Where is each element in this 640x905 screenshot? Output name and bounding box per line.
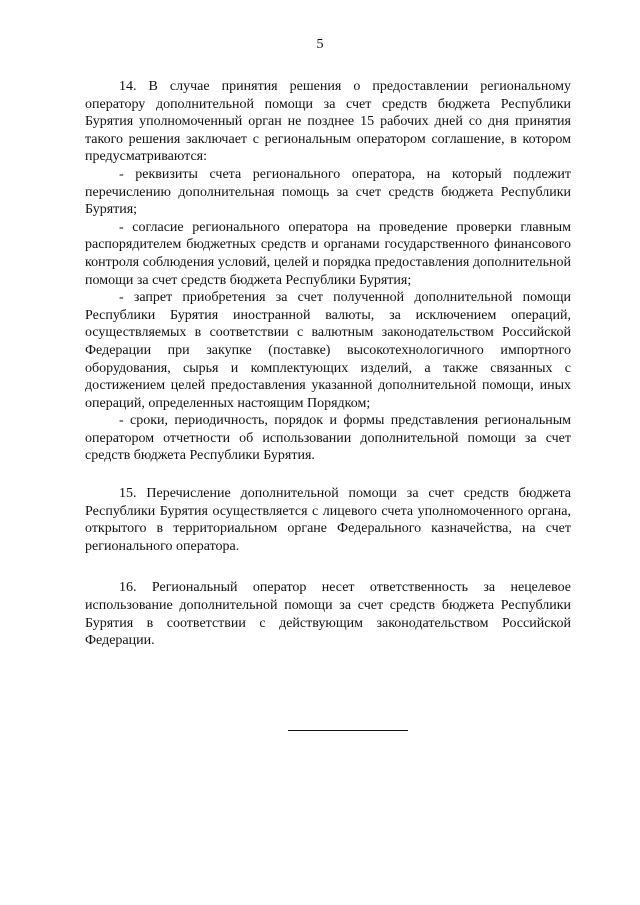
paragraph-spacer bbox=[85, 465, 571, 485]
clause-14-item-inspection-consent: - согласие регионального оператора на проведение проверки главным распорядителем бюджетных средств и органами государственного финансового контроля соблюдения условий, целей и порядка предоставления дополнительной помощи за счет средств бюджета Республики Бурятия; bbox=[85, 219, 571, 288]
document-body bbox=[85, 78, 571, 650]
clause-15: 15. Перечисление дополнительной помощи за счет средств бюджета Республики Бурятия осуществляется с лицевого счета уполномоченного органа, открытого в территориальном органе Федерального казначейства, на счет регионального оператора. bbox=[85, 486, 571, 554]
clause-14-item-reporting: - сроки, периодичность, порядок и формы представления региональным оператором отчетности об использовании дополнительной помощи за счет средств бюджета Республики Бурятия. bbox=[85, 413, 571, 464]
page-number: 5 bbox=[316, 37, 324, 52]
clause-16: 16. Региональный оператор несет ответственность за нецелевое использование дополнительной помощи за счет средств бюджета Республики Бурятия в соответствии с действующим законодательством Российской Федерации. bbox=[85, 580, 571, 649]
closing-rule bbox=[288, 730, 408, 731]
clause-14-item-currency-ban: - запрет приобретения за счет полученной дополнительной помощи Республики Бурятия иностранной валюты, за исключением операций, осуществляемых в соответствии с валютным законодательством Российской Федерации при закупке (поставке) высокотехнологичного импортного оборудования, сырья и комплектующих изделий, а также связанных с достижением целей предоставления указанной дополнительной помощи, иных операций, определенных настоящим Порядком; bbox=[85, 290, 571, 411]
clause-14-item-account-details: - реквизиты счета регионального оператора, на который подлежит перечислению дополнительная помощь за счет средств бюджета Республики Бурятия; bbox=[85, 166, 571, 218]
paragraph-spacer bbox=[85, 555, 571, 579]
clause-14-intro: 14. В случае принятия решения о предоставлении региональному оператору дополнительной помощи за счет средств бюджета Республики Бурятия уполномоченный орган не позднее 15 рабочих дней со дня принятия такого решения заключает с региональным оператором соглашение, в котором предусматриваются: bbox=[85, 79, 571, 165]
